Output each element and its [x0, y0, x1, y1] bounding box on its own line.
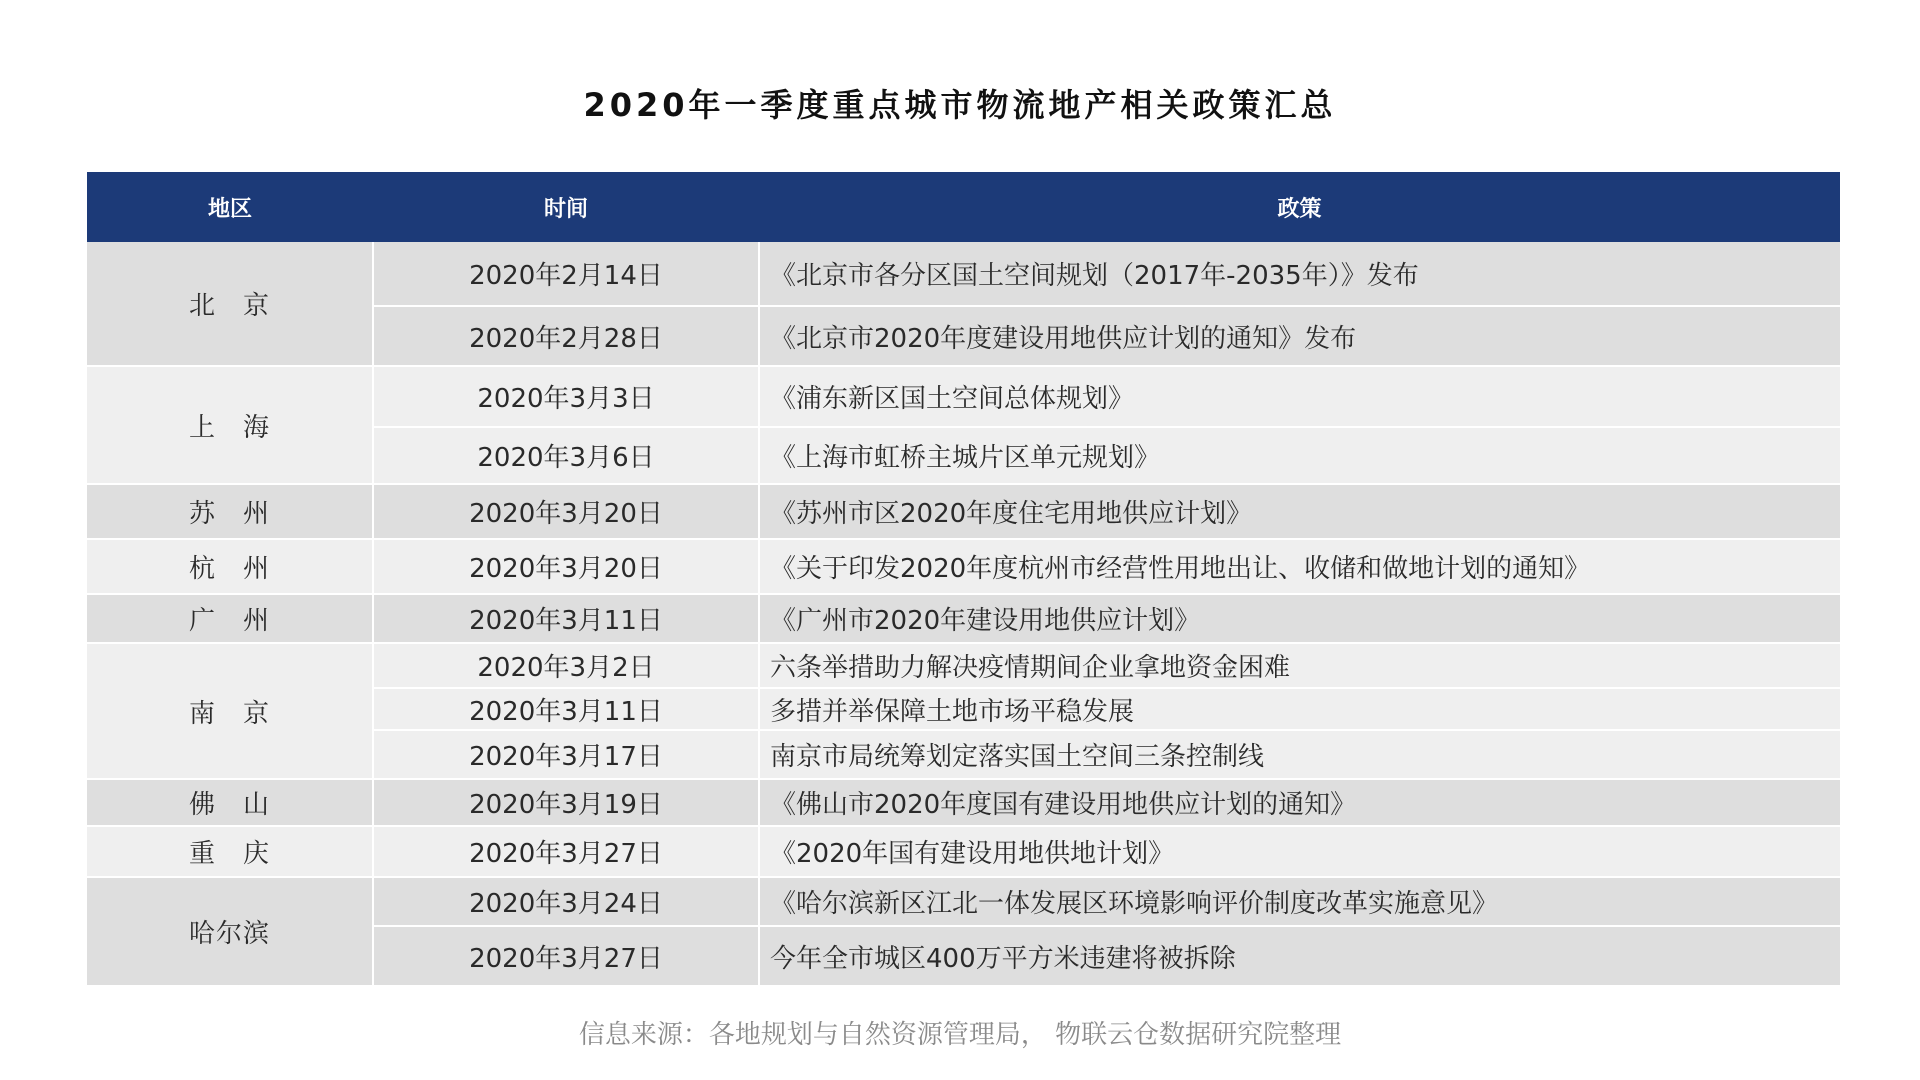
date-cell: 2020年3月24日: [373, 877, 759, 926]
table-body: [87, 242, 1840, 986]
table-row: [87, 779, 1840, 826]
source-note: 信息来源：各地规划与自然资源管理局， 物联云仓数据研究院整理: [578, 1020, 1342, 1050]
region-cell: 重 庆: [87, 826, 373, 877]
region-cell: 南 京: [87, 643, 373, 779]
region-cell: 哈尔滨: [87, 877, 373, 986]
policy-cell: 南京市局统筹划定落实国土空间三条控制线: [759, 730, 1840, 779]
policy-cell: 《苏州市区2020年度住宅用地供应计划》: [759, 484, 1840, 539]
table-header-row: [87, 172, 1840, 242]
table-row: [87, 643, 1840, 688]
policy-cell: 六条举措助力解决疫情期间企业拿地资金困难: [759, 643, 1840, 688]
region-cell: 上 海: [87, 366, 373, 484]
policy-cell: 《2020年国有建设用地供地计划》: [759, 826, 1840, 877]
table-row: [87, 877, 1840, 926]
policy-cell: 《上海市虹桥主城片区单元规划》: [759, 427, 1840, 484]
table-row: [87, 594, 1840, 643]
date-cell: 2020年3月27日: [373, 926, 759, 986]
region-cell: 苏 州: [87, 484, 373, 539]
table-row: [87, 826, 1840, 877]
policy-table: [87, 172, 1840, 987]
policy-cell: 《关于印发2020年度杭州市经营性用地出让、收储和做地计划的通知》: [759, 539, 1840, 594]
policy-cell: 《北京市各分区国土空间规划（2017年-2035年）》发布: [759, 242, 1840, 306]
policy-cell: 今年全市城区400万平方米违建将被拆除: [759, 926, 1840, 986]
policy-cell: 多措并举保障土地市场平稳发展: [759, 688, 1840, 730]
policy-cell: 《广州市2020年建设用地供应计划》: [759, 594, 1840, 643]
region-cell: 北 京: [87, 242, 373, 366]
table-row: [87, 242, 1840, 306]
region-cell: 佛 山: [87, 779, 373, 826]
policy-cell: 《北京市2020年度建设用地供应计划的通知》发布: [759, 306, 1840, 366]
table-row: [87, 539, 1840, 594]
date-cell: 2020年2月28日: [373, 306, 759, 366]
region-cell: 杭 州: [87, 539, 373, 594]
date-cell: 2020年3月20日: [373, 484, 759, 539]
policy-cell: 《浦东新区国土空间总体规划》: [759, 366, 1840, 427]
date-cell: 2020年3月11日: [373, 688, 759, 730]
header-policy: 政策: [1277, 196, 1322, 222]
date-cell: 2020年3月19日: [373, 779, 759, 826]
header-region: 地区: [207, 196, 252, 222]
date-cell: 2020年3月6日: [373, 427, 759, 484]
date-cell: 2020年3月27日: [373, 826, 759, 877]
header-date: 时间: [543, 196, 588, 222]
table-row: [87, 366, 1840, 427]
date-cell: 2020年3月17日: [373, 730, 759, 779]
date-cell: 2020年3月2日: [373, 643, 759, 688]
policy-cell: 《佛山市2020年度国有建设用地供应计划的通知》: [759, 779, 1840, 826]
table-row: [87, 484, 1840, 539]
region-cell: 广 州: [87, 594, 373, 643]
date-cell: 2020年3月3日: [373, 366, 759, 427]
date-cell: 2020年3月20日: [373, 539, 759, 594]
date-cell: 2020年3月11日: [373, 594, 759, 643]
policy-cell: 《哈尔滨新区江北一体发展区环境影响评价制度改革实施意见》: [759, 877, 1840, 926]
date-cell: 2020年2月14日: [373, 242, 759, 306]
page-title: 2020年一季度重点城市物流地产相关政策汇总: [583, 86, 1337, 124]
